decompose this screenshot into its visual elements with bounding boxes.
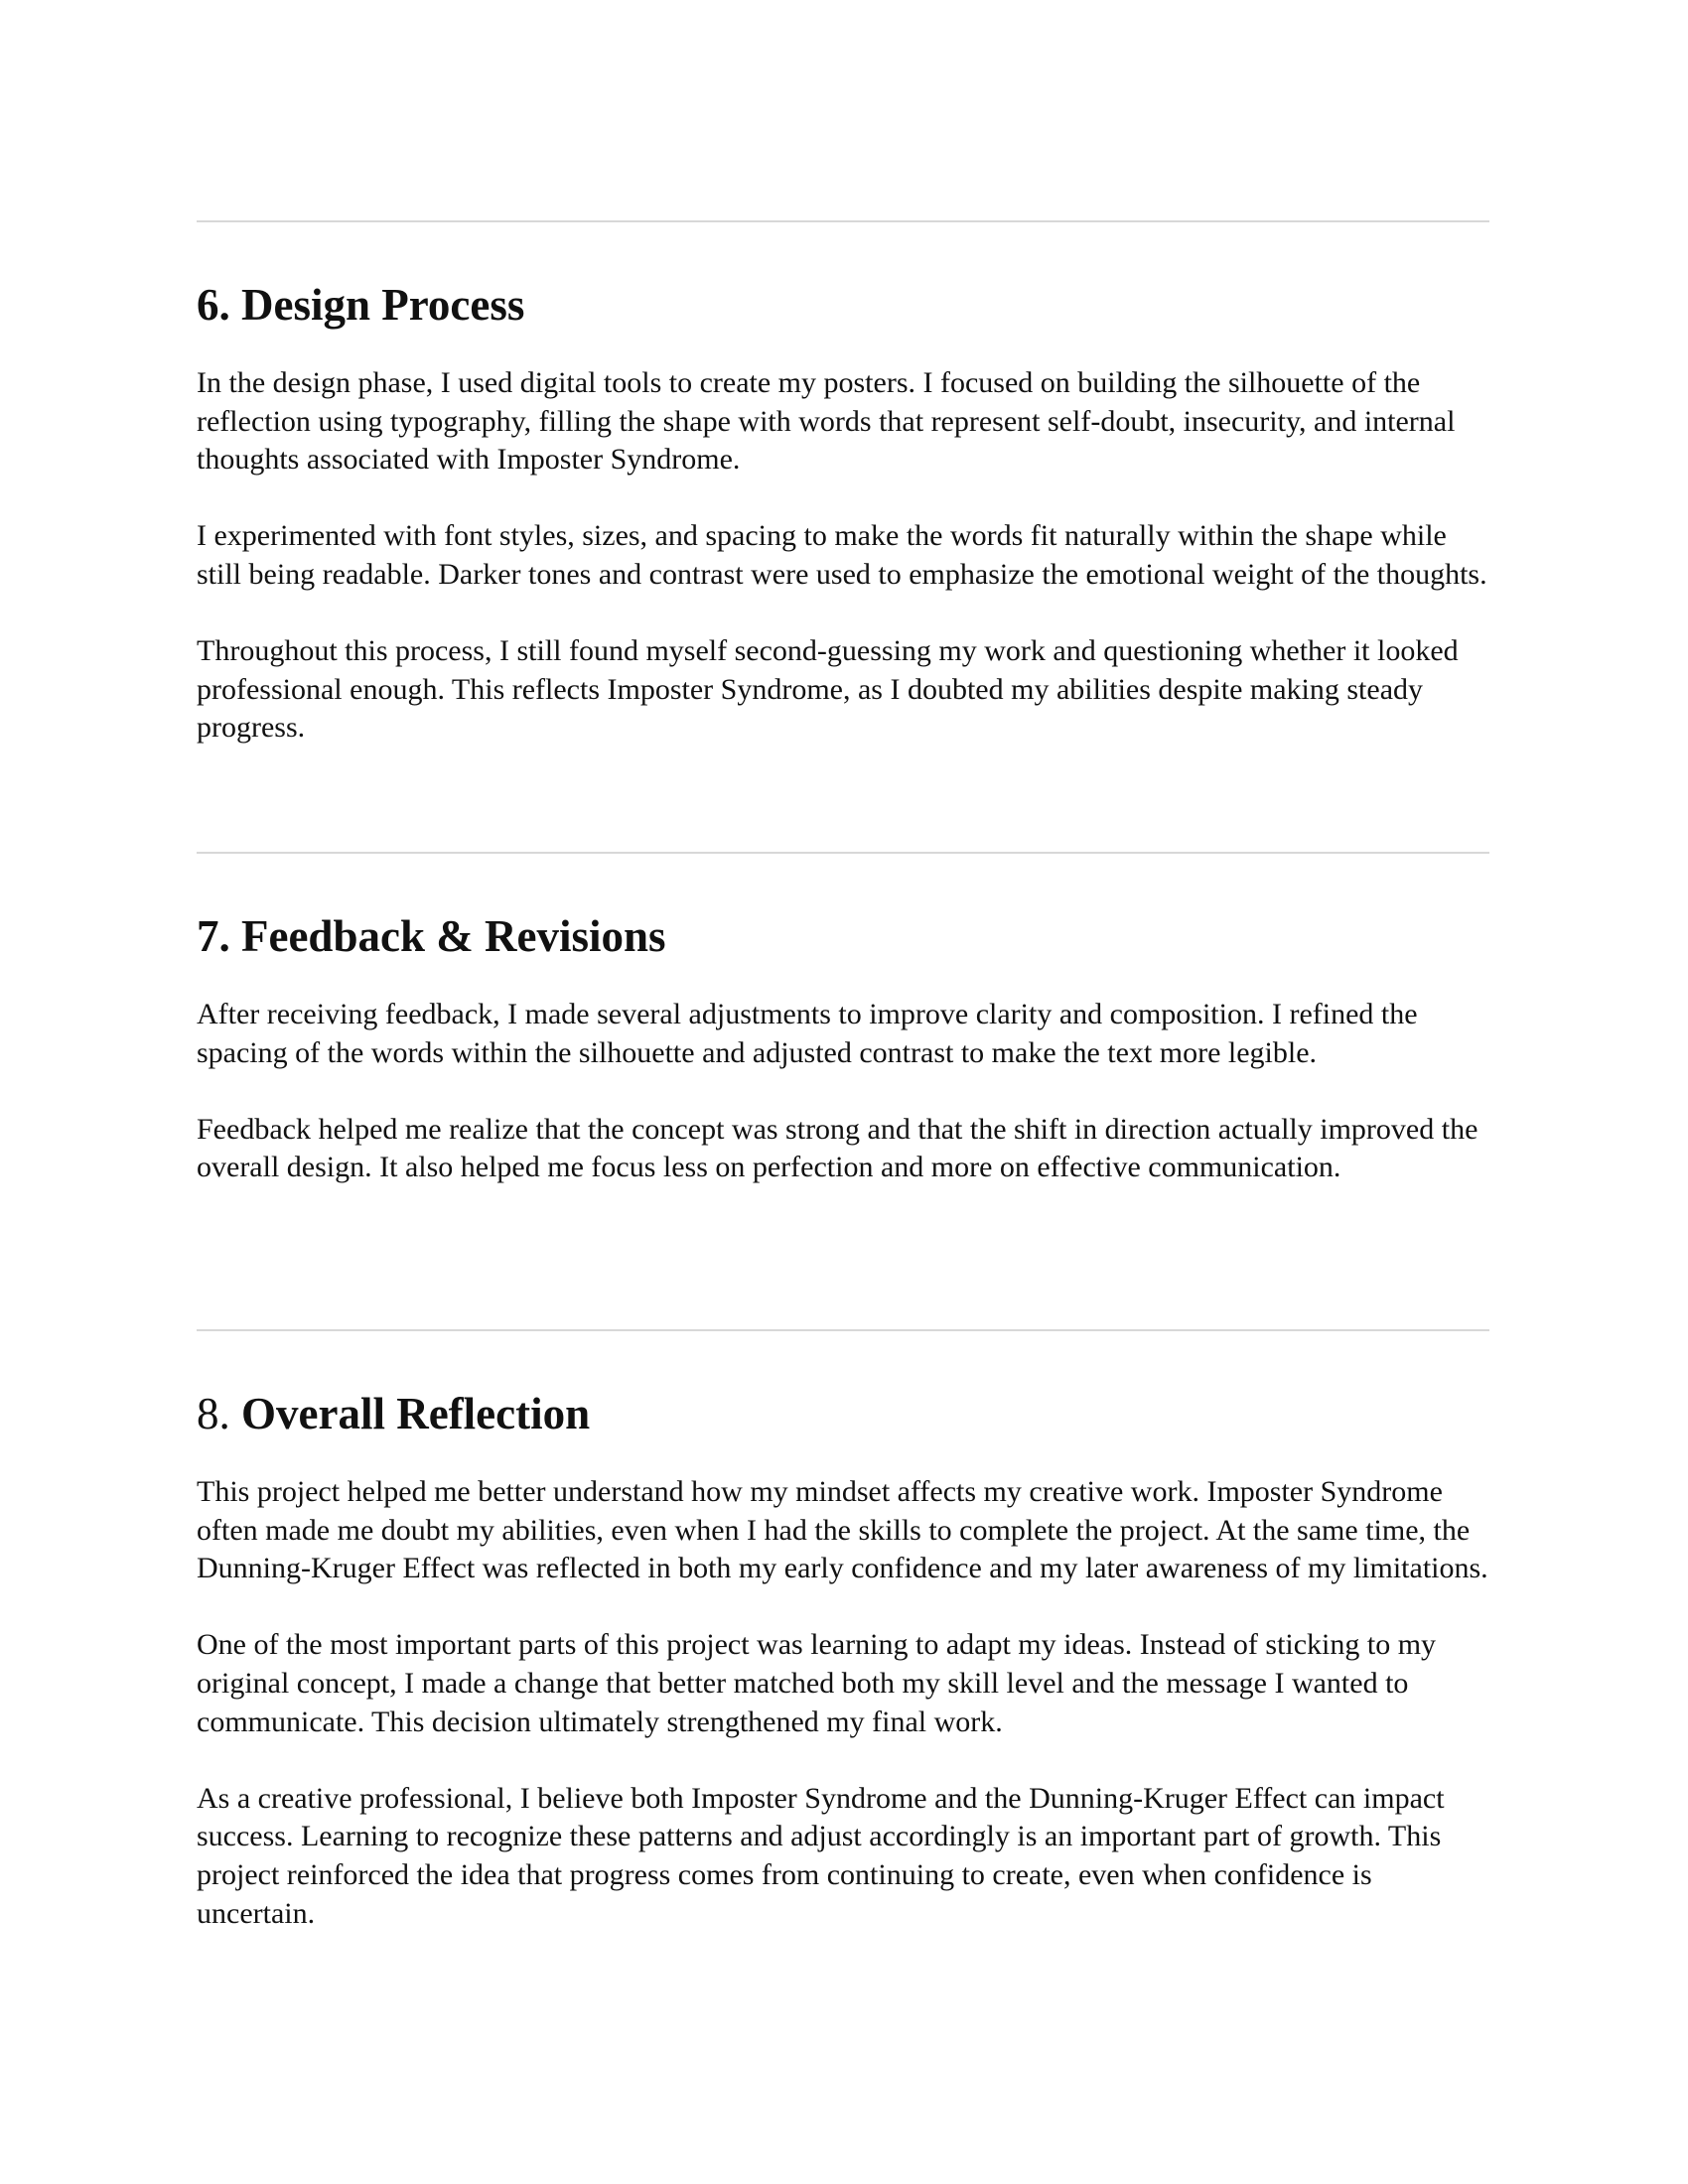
section-divider bbox=[197, 1329, 1489, 1331]
section-divider bbox=[197, 220, 1489, 222]
paragraph: One of the most important parts of this project was learning to adapt my ideas. Instead of sticking to my original concept, I made a change that better matched both my skill level and the message I wanted to communicate. This decision ultimately strengthened my final work. bbox=[197, 1628, 1437, 1738]
section-number: 6. bbox=[197, 280, 230, 330]
paragraph: Feedback helped me realize that the concept was strong and that the shift in direction actually improved the overall design. It also helped me focus less on perfection and more on effective communication. bbox=[197, 1112, 1478, 1184]
section-feedback-revisions bbox=[197, 909, 1489, 1187]
paragraph: This project helped me better understand how my mindset affects my creative work. Imposter Syndrome often made me doubt my abilities, even when I had the skills to complete the project. At the same time, the Dunning-Kruger Effect was reflected in both my early confidence and my later awareness of my limitations. bbox=[197, 1475, 1488, 1585]
section-divider bbox=[197, 852, 1489, 854]
paragraph: Throughout this process, I still found myself second-guessing my work and questioning whether it looked professional enough. This reflects Imposter Syndrome, as I doubted my abilities despite making steady progress. bbox=[197, 634, 1459, 745]
section-title: Design Process bbox=[241, 280, 525, 330]
section-overall-reflection bbox=[197, 1387, 1489, 1933]
paragraph: After receiving feedback, I made several adjustments to improve clarity and composition. I refined the spacing of the words within the silhouette and adjusted contrast to make the text more legible. bbox=[197, 998, 1418, 1069]
section-design-process bbox=[197, 278, 1489, 748]
section-title: Feedback & Revisions bbox=[241, 911, 666, 961]
section-heading bbox=[197, 278, 1489, 332]
paragraph: In the design phase, I used digital tools to create my posters. I focused on building the silhouette of the reflection using typography, filling the shape with words that represent self-doubt, insecurity, and internal thoughts associated with Imposter Syndrome. bbox=[197, 366, 1456, 477]
section-heading bbox=[197, 909, 1489, 963]
section-number: 8. bbox=[197, 1389, 230, 1438]
paragraph: As a creative professional, I believe both Imposter Syndrome and the Dunning-Kruger Effect can impact success. Learning to recognize these patterns and adjust accordingly is an important part of growth. This project reinforced the idea that progress comes from continuing to create, even when confidence is uncertain. bbox=[197, 1781, 1445, 1930]
section-heading bbox=[197, 1387, 1489, 1440]
paragraph: I experimented with font styles, sizes, and spacing to make the words fit naturally within the shape while still being readable. Darker tones and contrast were used to emphasize the emotional weight of the thoughts. bbox=[197, 519, 1487, 591]
section-title: Overall Reflection bbox=[241, 1389, 591, 1438]
section-number: 7. bbox=[197, 911, 230, 961]
